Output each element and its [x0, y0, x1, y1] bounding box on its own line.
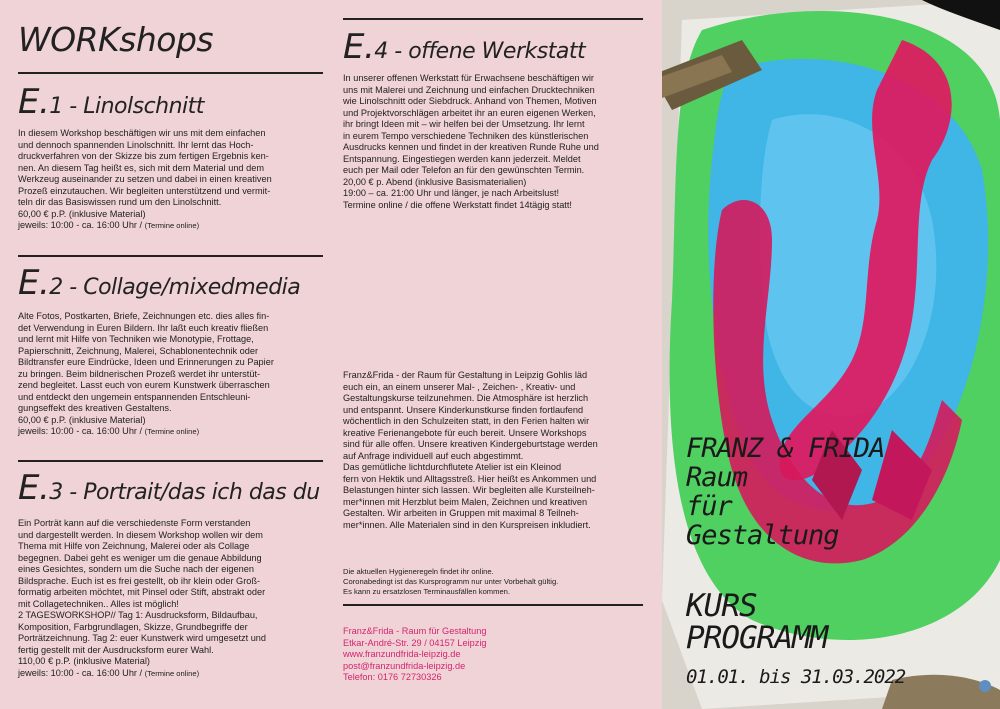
schedule-line: jeweils: 10:00 - ca. 16:00 Uhr / (Termine online) [18, 667, 200, 678]
text-line: und dennoch spannenden Linolschnitt. Ihr lernt das Hoch- [18, 139, 254, 150]
text-line: Es kann zu ersatzlosen Terminausfällen kommen. [343, 587, 511, 596]
text-line: begegnen. Dabei geht es weniger um die genaue Abbildung [18, 552, 262, 563]
text-line: Prozeß einzutauchen. Wir begleiten unterstützend und vermit- [18, 185, 271, 196]
text-line: Gestaltungskurse teilzunehmen. Die Atmosphäre ist herzlich [343, 393, 589, 403]
divider [343, 604, 643, 606]
schedule-line: jeweils: 10:00 - ca. 16:00 Uhr / (Termine online) [18, 220, 200, 230]
program-dates: 01.01. bis 31.03.2022 [686, 666, 906, 688]
text-line: Alte Fotos, Postkarten, Briefe, Zeichnungen etc. dies alles fin- [18, 311, 270, 321]
text-line: mit Collagetechniken.. Alles ist möglich! [18, 598, 179, 609]
text-line: Die aktuellen Hygieneregeln findet ihr online. [343, 567, 494, 576]
section-title-e4: E.4 - offene Werkstatt [343, 27, 586, 67]
text-line: Belastungen hinter sich lassen. Wir begleiten alle Kursteilneh- [343, 485, 595, 495]
text-line: Komposition, Farbgrundlagen, Skizze, Grundbegriffe der [18, 621, 248, 632]
text-line: Papierschnitt, Zeichnung, Malerei, Schablonentechnik oder [18, 345, 259, 356]
text-line: in eurem Tempo verschiedene Techniken des künstlerischen [343, 130, 589, 141]
text-line: Porträtzeichnung. Tag 2: euer Kunstwerk wird umgesetzt und [18, 633, 267, 643]
text-line: 110,00 € p.P. (inklusive Material) [18, 656, 150, 666]
hygiene-notice [343, 567, 653, 597]
text-line: druckverfahren von der Skizze bis zum fertigen Ergebnis ken- [18, 151, 269, 161]
text-line: gungseffekt des kreativen Gestaltens. [18, 403, 172, 413]
workshops-title: WORKshops [18, 20, 214, 59]
section-title-e3: E.3 - Portrait/das ich das du [18, 468, 320, 508]
text-line: 60,00 € p.P. (inklusive Material) [18, 414, 146, 425]
schedule-line: jeweils: 10:00 - ca. 16:00 Uhr / (Termine online) [18, 426, 200, 436]
text-line: ihr bringt Ideen mit – wir helfen bei der Umsetzung. Ihr lernt [343, 119, 585, 129]
text-line: Das gemütliche lichtdurchflutete Atelier ist ein Kleinod [343, 462, 562, 472]
divider [18, 72, 323, 74]
section-body-e3 [18, 518, 328, 679]
cover-artwork [662, 0, 1000, 709]
text-line: Etkar-André-Str. 29 / 04157 Leipzig [343, 637, 487, 648]
divider [343, 18, 643, 20]
section-body-e2 [18, 311, 328, 438]
text-line: euch per Mail oder Telefon an für den gewünschten Termin. [343, 165, 585, 175]
text-line: wöchentlich in den Schulzeiten statt, in den Ferien halten wir [343, 416, 590, 426]
text-line: Franz&Frida - Raum für Gestaltung [343, 626, 487, 636]
text-line: und Projektvorschlägen arbeitet ihr an euren eigenen Werken, [343, 107, 596, 118]
text-line: mer*innen. Alle Materialen sind in den Kurspreisen inkludiert. [343, 519, 591, 530]
text-line: Ausdrucks kennen und findet in der kreativen Runde Ruhe und [343, 142, 599, 152]
text-line: und lernt mit Hilfe von Techniken wie Monotypie, Frottage, [18, 334, 254, 344]
text-line: eines Gesichtes, sondern um die Suche nach der eigenen [18, 564, 254, 574]
text-line: Bildtransfer eure Eindrücke, Ideen und Erinnerungen zu Papier [18, 357, 274, 367]
contact-block [343, 626, 653, 684]
text-line: uns mit Malerei und Zeichnung und einfachen Drucktechniken [343, 84, 595, 95]
text-line: Ein Porträt kann auf die verschiedenste Form verstanden [18, 518, 251, 528]
text-line: euch ein, an einem unserer Mal- , Zeichen- , Kreativ- und [343, 381, 576, 392]
text-line: zu bringen. Beim bildnerischen Prozeß werdet ihr unterstüt- [18, 368, 261, 379]
text-line: Franz&Frida - der Raum für Gestaltung in Leipzig Gohlis läd [343, 370, 588, 380]
text-line: Entspannung. Eingestiegen werden kann jederzeit. Meldet [343, 153, 581, 164]
text-line: kreative Ferienangebote für euch bereit. Unsere Workshops [343, 427, 587, 438]
about-text [343, 370, 653, 531]
text-line: fern von Hektik und Alltagsstreß. Hier heißt es Ankommen und [343, 473, 597, 484]
text-line: Thema mit Hilfe von Zeichnung, Malerei oder als Collage [18, 541, 250, 551]
text-line: Werkzeug auseinander zu setzen und dabei in einen kreativen [18, 174, 272, 184]
text-line: det Verwendung in Euren Bildern. Ihr laßt euch kreativ fließen [18, 322, 269, 333]
text-line: Bildsprache. Euch ist es frei gestellt, ob ihr klein oder Groß- [18, 575, 261, 586]
text-line: www.franzundfrida-leipzig.de [343, 649, 461, 659]
text-line: mer*innen mit Herzblut beim Malen, Zeichnen und kreativen [343, 496, 588, 507]
section-body-e4 [343, 73, 653, 211]
text-line: In unserer offenen Werkstatt für Erwachsene beschäftigen wir [343, 73, 594, 83]
text-line: Telefon: 0176 72730326 [343, 672, 442, 682]
text-line: 2 TAGESWORKSHOP// Tag 1: Ausdrucksform, Bildaufbau, [18, 610, 258, 620]
program-heading: KURS PROGRAMM [686, 588, 828, 656]
text-line: teln dir das Basiswissen rund um den Linolschnitt. [18, 197, 222, 207]
text-line: Coronabedingt ist das Kursprogramm nur unter Vorbehalt gültig. [343, 577, 559, 586]
text-line: sind für alle offen. Unsere kreativen Kindergeburtstage werden [343, 439, 598, 449]
section-body-e1 [18, 128, 328, 232]
text-line: und dargestellt werden. In diesem Workshop wollen wir dem [18, 529, 263, 540]
text-line: zend begleitet. Lasst euch von eurem Kunstwerk überraschen [18, 380, 270, 390]
text-line: 20,00 € p. Abend (inklusive Basismaterialien) [343, 176, 527, 187]
text-line: 60,00 € p.P. (inklusive Material) [18, 208, 146, 219]
text-line: 19:00 – ca. 21:00 Uhr und länger, je nach Arbeitslust! [343, 188, 560, 198]
section-title-e1: E.1 - Linolschnitt [18, 82, 204, 122]
section-title-e2: E.2 - Collage/mixedmedia [18, 263, 301, 303]
text-line: Gestalten. Wir arbeiten in Gruppen mit maximal 8 Teilneh- [343, 508, 579, 518]
text-line: und entspannt. Unsere Kinderkunstkurse finden fortlaufend [343, 404, 584, 415]
brand-wordmark: FRANZ & FRIDA Raum für Gestaltung [686, 433, 885, 551]
text-line: wie Linolschnitt oder Siebdruck. Anhand von Themen, Motiven [343, 96, 597, 106]
divider [18, 255, 323, 257]
text-line: Termine online / die offene Werkstatt findet 14tägig statt! [343, 199, 572, 210]
text-line: formatig arbeiten möchtet, mit Pinsel oder Stift, abstrakt oder [18, 587, 266, 597]
text-line: auf Anfrage individuell auf euch abgestimmt. [343, 450, 524, 461]
text-line: nen. An diesem Tag heißt es, sich mit dem Material und dem [18, 162, 264, 173]
text-line: post@franzundfrida-leipzig.de [343, 660, 466, 671]
text-line: und entdeckt den ungemein entspannenden Entschleuni- [18, 391, 251, 402]
text-line: fertig gestellt mit der Ausdrucksform eurer Wahl. [18, 644, 214, 655]
divider [18, 460, 323, 462]
text-line: In diesem Workshop beschäftigen wir uns mit dem einfachen [18, 128, 266, 138]
